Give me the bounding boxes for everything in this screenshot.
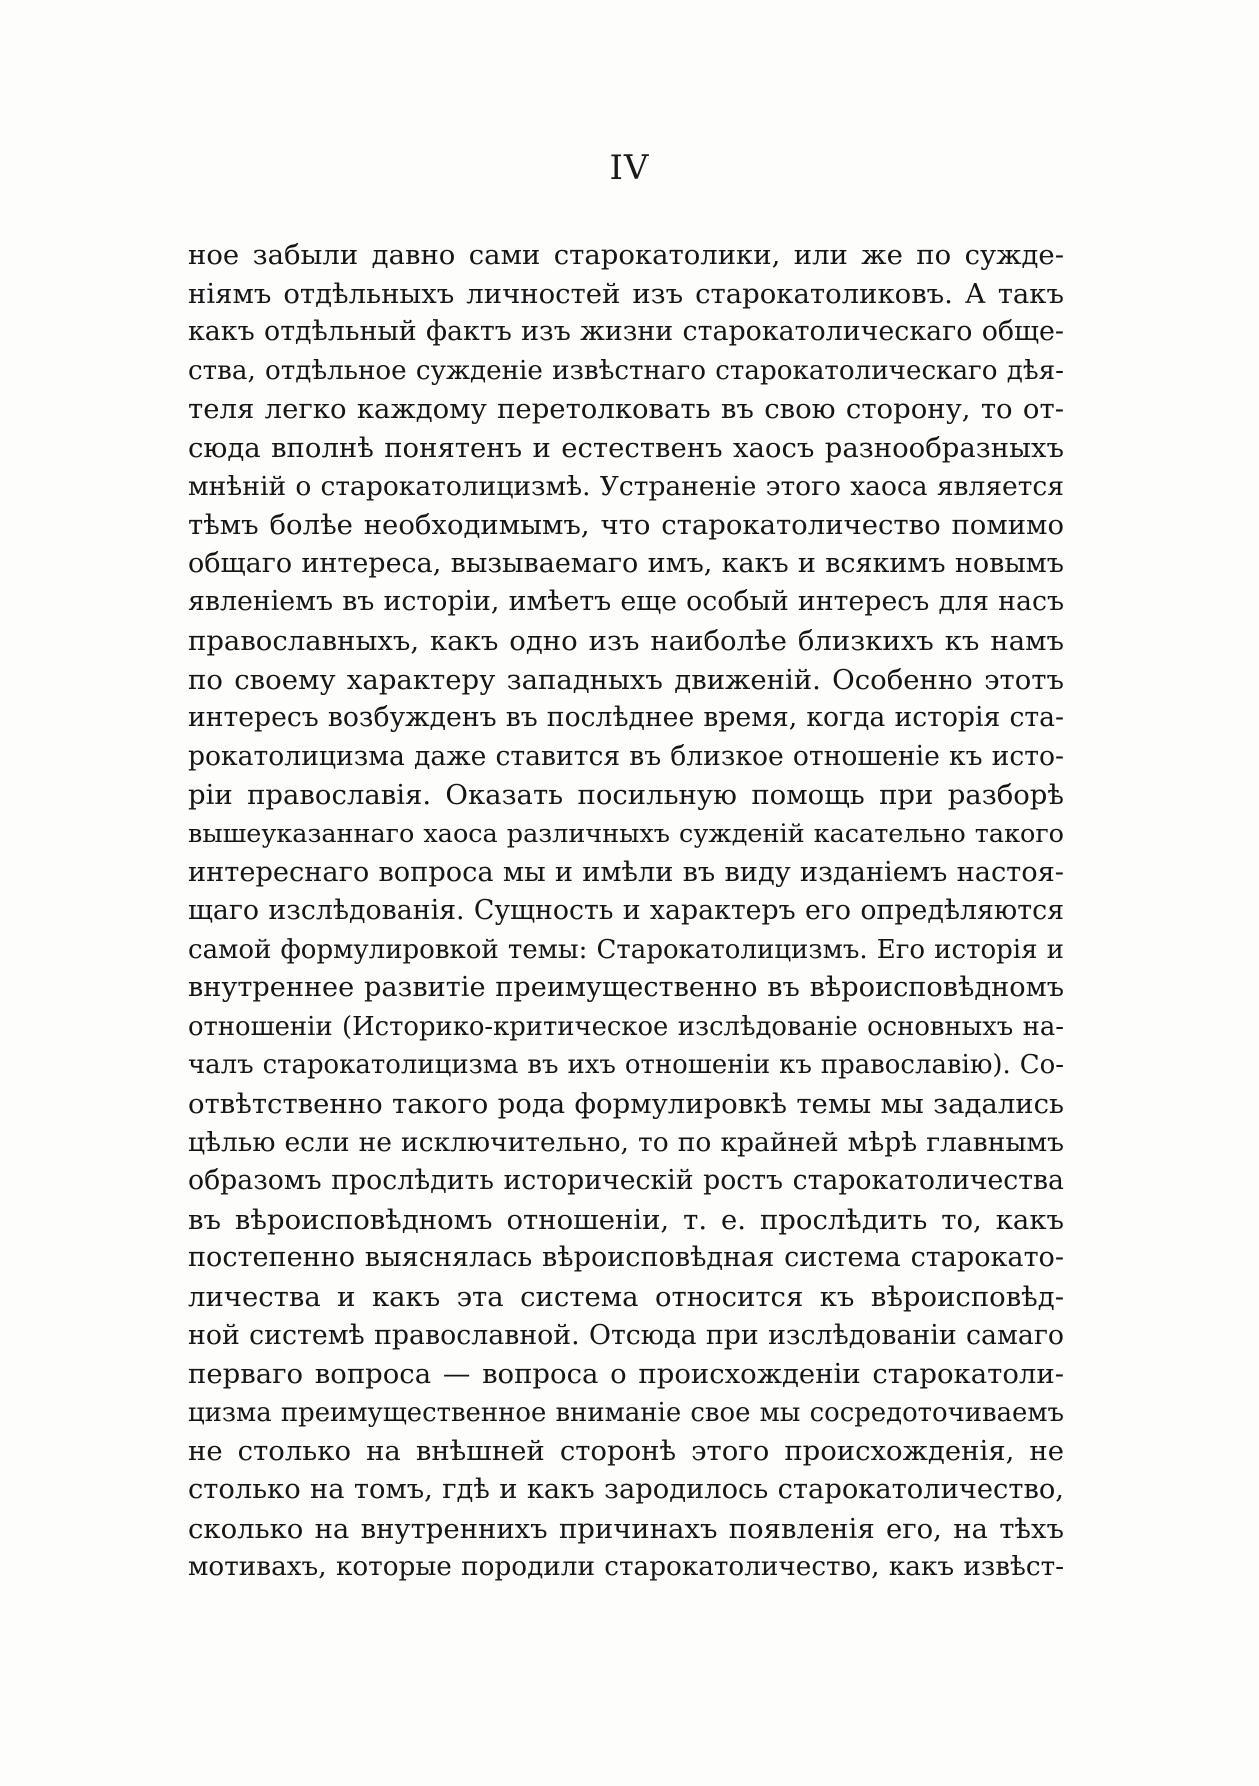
text-line: цѣлью если не исключительно, то по крайней мѣрѣ главнымъ — [188, 1126, 1064, 1158]
page-number: IV — [609, 148, 650, 188]
text-line: личества и какъ эта система относится къ вѣроисповѣд- — [188, 1281, 1064, 1314]
text-line: ное забыли давно сами старокатолики, или же по сужде- — [188, 239, 1064, 271]
body-text — [188, 236, 1064, 1587]
text-line: щаго изслѣдованія. Сущность и характеръ его опредѣляются — [188, 895, 1064, 927]
text-line: общаго интереса, вызываемаго имъ, какъ и всякимъ новымъ — [188, 547, 1064, 579]
text-line: постепенно выяснялась вѣроисповѣдная система старокато- — [188, 1242, 1064, 1274]
text-line: перваго вопроса — вопроса о происхожденіи старокатоли- — [188, 1358, 1064, 1391]
text-line: ніямъ отдѣльныхъ личностей изъ старокатоликовъ. А такъ — [188, 277, 1064, 310]
text-line: интересъ возбужденъ въ послѣднее время, когда исторія ста- — [188, 702, 1064, 734]
text-line: ріи православія. Оказать посильную помощь при разборѣ — [188, 779, 1064, 812]
text-line: тѣмъ болѣе необходимымъ, что старокатоличество помимо — [188, 509, 1064, 542]
text-line: православныхъ, какъ одно изъ наиболѣе близкихъ къ намъ — [188, 624, 1064, 657]
text-line: отношеніи (Историко-критическое изслѣдованіе основныхъ на- — [188, 1011, 1064, 1042]
text-line: по своему характеру западныхъ движеній. Особенно этотъ — [188, 663, 1064, 696]
text-line: столько на томъ, гдѣ и какъ зародилось старокатоличество, — [188, 1474, 1064, 1505]
text-line: вышеуказаннаго хаоса различныхъ сужденій касательно такого — [188, 818, 1064, 849]
text-line: какъ отдѣльный фактъ изъ жизни старокатолическаго обще- — [188, 316, 1064, 348]
text-line: не столько на внѣшней сторонѣ этого происхожденія, не — [188, 1435, 1064, 1468]
text-line: образомъ прослѣдить историческій ростъ старокатоличества — [188, 1165, 1064, 1197]
text-line: самой формулировкой темы: Старокатолицизмъ. Его исторія и — [188, 934, 1064, 965]
text-line: мотивахъ, которые породили старокатоличество, какъ извѣст- — [188, 1552, 1064, 1583]
text-line: внутреннее развитіе преимущественно въ вѣроисповѣдномъ — [188, 972, 1064, 1004]
text-line: чалъ старокатолицизма въ ихъ отношеніи къ православію). Со- — [188, 1050, 1064, 1081]
text-line: отвѣтственно такого рода формулировкѣ темы мы задались — [188, 1088, 1064, 1121]
text-line: въ вѣроисповѣдномъ отношеніи, т. е. прослѣдить то, какъ — [188, 1203, 1064, 1236]
text-line: сюда вполнѣ понятенъ и естественъ хаосъ разнообразныхъ — [188, 431, 1064, 464]
text-line: рокатолицизма даже ставится въ близкое отношеніе къ исто- — [188, 740, 1064, 772]
text-line: ства, отдѣльное сужденіе извѣстнаго старокатолическаго дѣя- — [188, 355, 1064, 386]
text-line: сколько на внутреннихъ причинахъ появленія его, на тѣхъ — [188, 1512, 1064, 1545]
text-line: явленіемъ въ исторіи, имѣетъ еще особый интересъ для насъ — [188, 586, 1064, 618]
text-line: теля легко каждому перетолковать въ свою сторону, то от- — [188, 393, 1064, 426]
text-line: мнѣній о старокатолицизмѣ. Устраненіе этого хаоса является — [188, 470, 1064, 502]
text-line: цизма преимущественное вниманіе свое мы сосредоточиваемъ — [188, 1397, 1064, 1428]
text-line: ной системѣ православной. Отсюда при изслѣдованіи самаго — [188, 1319, 1064, 1351]
text-line: интереснаго вопроса мы и имѣли въ виду изданіемъ настоя- — [188, 856, 1064, 888]
